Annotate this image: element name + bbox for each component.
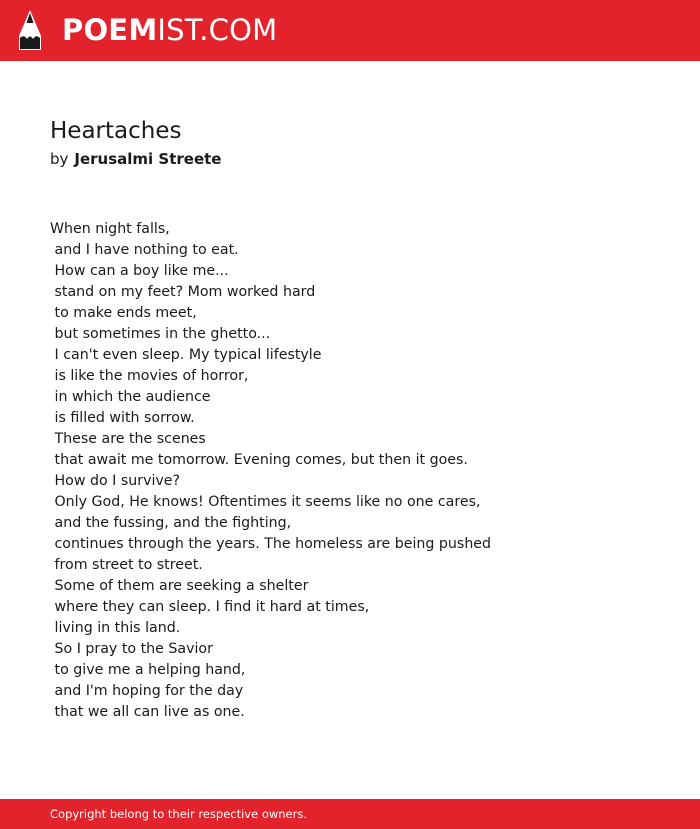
poem-line: I can't even sleep. My typical lifestyle [50,347,322,363]
site-footer [0,799,700,829]
poem-line: in which the audience [50,389,211,405]
poem-line: and I'm hoping for the day [50,683,244,699]
logo-brand-light: IST.COM [157,13,278,47]
byline [50,149,221,169]
poem-line: that await me tomorrow. Evening comes, but then it goes. [50,452,468,468]
site-header [0,0,700,61]
poem-line: from street to street. [50,557,203,573]
poem-line: and the fussing, and the fighting, [50,515,292,531]
poem-body [50,219,650,723]
poem-line: is like the movies of horror, [50,368,249,384]
poem-line: These are the scenes [50,431,206,447]
poem-line: When night falls, [50,221,170,237]
copyright-text: Copyright belong to their respective owners. [50,807,308,821]
by-label: by [50,150,69,168]
site-logo[interactable] [62,13,277,47]
logo-brand-bold: POEM [62,13,158,47]
poem-line: How can a boy like me... [50,263,229,279]
poem-line: So I pray to the Savior [50,641,213,657]
poem-line: stand on my feet? Mom worked hard [50,284,316,300]
pencil-tip-icon [17,10,43,51]
poem-line: continues through the years. The homeless are being pushed [50,536,492,552]
poem-line: where they can sleep. I find it hard at times, [50,599,370,615]
poem-line: to make ends meet, [50,305,197,321]
poem-line: is filled with sorrow. [50,410,195,426]
poem-title: Heartaches [50,118,182,144]
poem-line: to give me a helping hand, [50,662,246,678]
poem-line: living in this land. [50,620,181,636]
poem-line: that we all can live as one. [50,704,245,720]
poem-line: but sometimes in the ghetto... [50,326,271,342]
poem-line: Some of them are seeking a shelter [50,578,309,594]
author-name: Jerusalmi Streete [74,150,222,168]
poem-line: and I have nothing to eat. [50,242,239,258]
poem-line: How do I survive? [50,473,181,489]
poem-line: Only God, He knows! Oftentimes it seems like no one cares, [50,494,481,510]
